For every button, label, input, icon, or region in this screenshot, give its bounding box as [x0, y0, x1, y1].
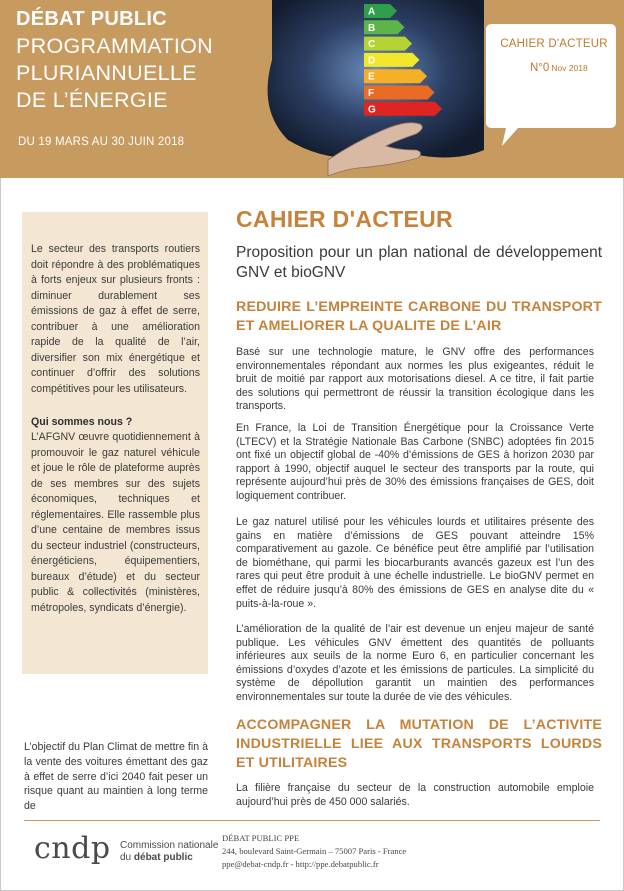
energy-bar-f — [364, 86, 435, 100]
section-heading: ACCOMPAGNER LA MUTATION DE L’ACTIVITE INDUSTRIELLE LIEE AUX TRANSPORTS LOURDS ET UTILITAIRES — [236, 717, 602, 771]
paragraph: La filière française du secteur de la construction automobile emploie aujourd’hui près de 450 000 salariés. — [236, 782, 594, 808]
energy-bar-label: C — [368, 39, 376, 51]
sidebar-box — [22, 212, 208, 674]
logo-caption-line: Commission nationale — [120, 840, 219, 851]
sidebar-bottom-text: L’objectif du Plan Climat de mettre fin à la vente des voitures émettant des gaz à effet de serre d’ici 2040 fait peser un risque quant au maintien à long terme de — [24, 741, 208, 813]
banner-dates: DU 19 MARS AU 30 JUIN 2018 — [18, 136, 185, 148]
footer-org: DÉBAT PUBLIC PPE — [222, 833, 300, 843]
section-heading: REDUIRE L’EMPREINTE CARBONE DU TRANSPORT ET AMELIORER LA QUALITE DE L’AIR — [236, 299, 602, 334]
energy-bar-label: A — [368, 6, 376, 18]
sidebar-heading: Qui sommes nous ? — [31, 416, 133, 428]
cndp-logo: cndp — [34, 831, 111, 866]
banner-title-line: PROGRAMMATION — [16, 34, 214, 58]
paragraph: Basé sur une technologie mature, le GNV offre des performances environnementales répondant aux normes les plus exigeantes, réduit le bruit de moitié par rapport aux motorisations diesel. A ce titre, il fait partie des solutions qui permettront de réussir la transition écologique dans les transports. — [236, 346, 594, 413]
banner-title — [16, 6, 213, 114]
badge-title: CAHIER D'ACTEUR — [500, 38, 608, 50]
footer-address: 244, boulevard Saint-Germain – 75007 Paris - France — [222, 846, 407, 856]
badge-bubble — [478, 14, 618, 154]
energy-label-illustration — [248, 0, 488, 178]
page-title: CAHIER D'ACTEUR — [236, 206, 453, 232]
energy-bar-label: D — [368, 55, 376, 67]
paragraph: Le gaz naturel utilisé pour les véhicules lourds et utilitaires présente des gains en matière d’émissions de GES pouvant atteindre 15% comparativement au gazole. Ce bénéfice peut être amplifié par l’utilisation de biométhane, qui parmi les biocarburants avancés gazeux est l’un des rares qui peut être produit à une échelle industrielle. Le bioGNV permet en effet de réduire jusqu’à 80% des émissions de GES en analyse dite du « puits-à-la-roue ». — [236, 516, 594, 610]
banner-title-line: DE L’ÉNERGIE — [16, 88, 168, 112]
cndp-logo-caption — [120, 840, 218, 864]
footer-divider — [24, 820, 600, 821]
badge-date: Nov 2018 — [551, 63, 588, 73]
energy-bar-label: B — [368, 22, 376, 34]
sidebar-intro: Le secteur des transports routiers doit répondre à des problématiques à forts enjeux sur plusieurs fronts : diminuer durablement ses émissions de gaz à effet de serre, contribuer à une amélioration rapide de la qualité de l’air, diversifier son mix énergétique et continuer d’offrir des solutions compétitives pour les utilisateurs. — [31, 243, 200, 395]
energy-bar-label: F — [368, 88, 375, 99]
banner-title-line: PLURIANNUELLE — [16, 61, 197, 85]
logo-caption-line — [120, 852, 218, 864]
badge-number-value: N°0 — [530, 62, 550, 74]
paragraph: L’amélioration de la qualité de l’air est devenue un enjeu majeur de santé publique. Les véhicules GNV émettent des quantités de polluants inférieures aux seuils de la norme Euro 6, en particulier concernant les émissions d’oxydes d’azote et les émissions de particules. La simplicité du système de dépollution garantit un maintien des performances environnementales sur toute la durée de vie des véhicules. — [236, 623, 594, 703]
logo-caption-prefix: du — [120, 852, 134, 863]
sidebar-who-text: L’AFGNV œuvre quotidiennement à promouvoir le gaz naturel véhicule et joue le rôle de plateforme auprès de ses membres sur des sujets économiques, techniques et réglementaires. Elle rassemble plus d’une centaine de membres issus du secteur industriel (constructeurs, énergéticiens, équipementiers, bureaux d’étude) et du secteur public & collectivités (ministères, métropoles, syndicats d’énergie). — [31, 431, 200, 614]
badge-number — [530, 62, 588, 74]
header-banner — [0, 0, 624, 178]
banner-title-line: DÉBAT PUBLIC — [16, 8, 168, 30]
energy-bar-label: E — [368, 71, 375, 83]
paragraph: En France, la Loi de Transition Énergétique pour la Croissance Verte (LTECV) et la Stratégie Nationale Bas Carbone (SNBC) adoptées fin 2015 ont fixé un objectif global de -40% d’émissions de GES à horizon 2030 par rapport à 1990, objectif auquel le secteur des transports par la route, qui représente aujourd’hui près de 30% des émissions françaises de GES, doit logiquement contribuer. — [236, 422, 594, 502]
footer-address-block — [222, 832, 406, 871]
footer-contact[interactable]: ppe@debat-cndp.fr - http://ppe.debatpublic.fr — [222, 859, 379, 869]
logo-caption-bold: débat public — [133, 852, 193, 863]
page-subtitle: Proposition pour un plan national de développement GNV et bioGNV — [236, 244, 602, 281]
energy-bar-label: G — [368, 104, 376, 116]
